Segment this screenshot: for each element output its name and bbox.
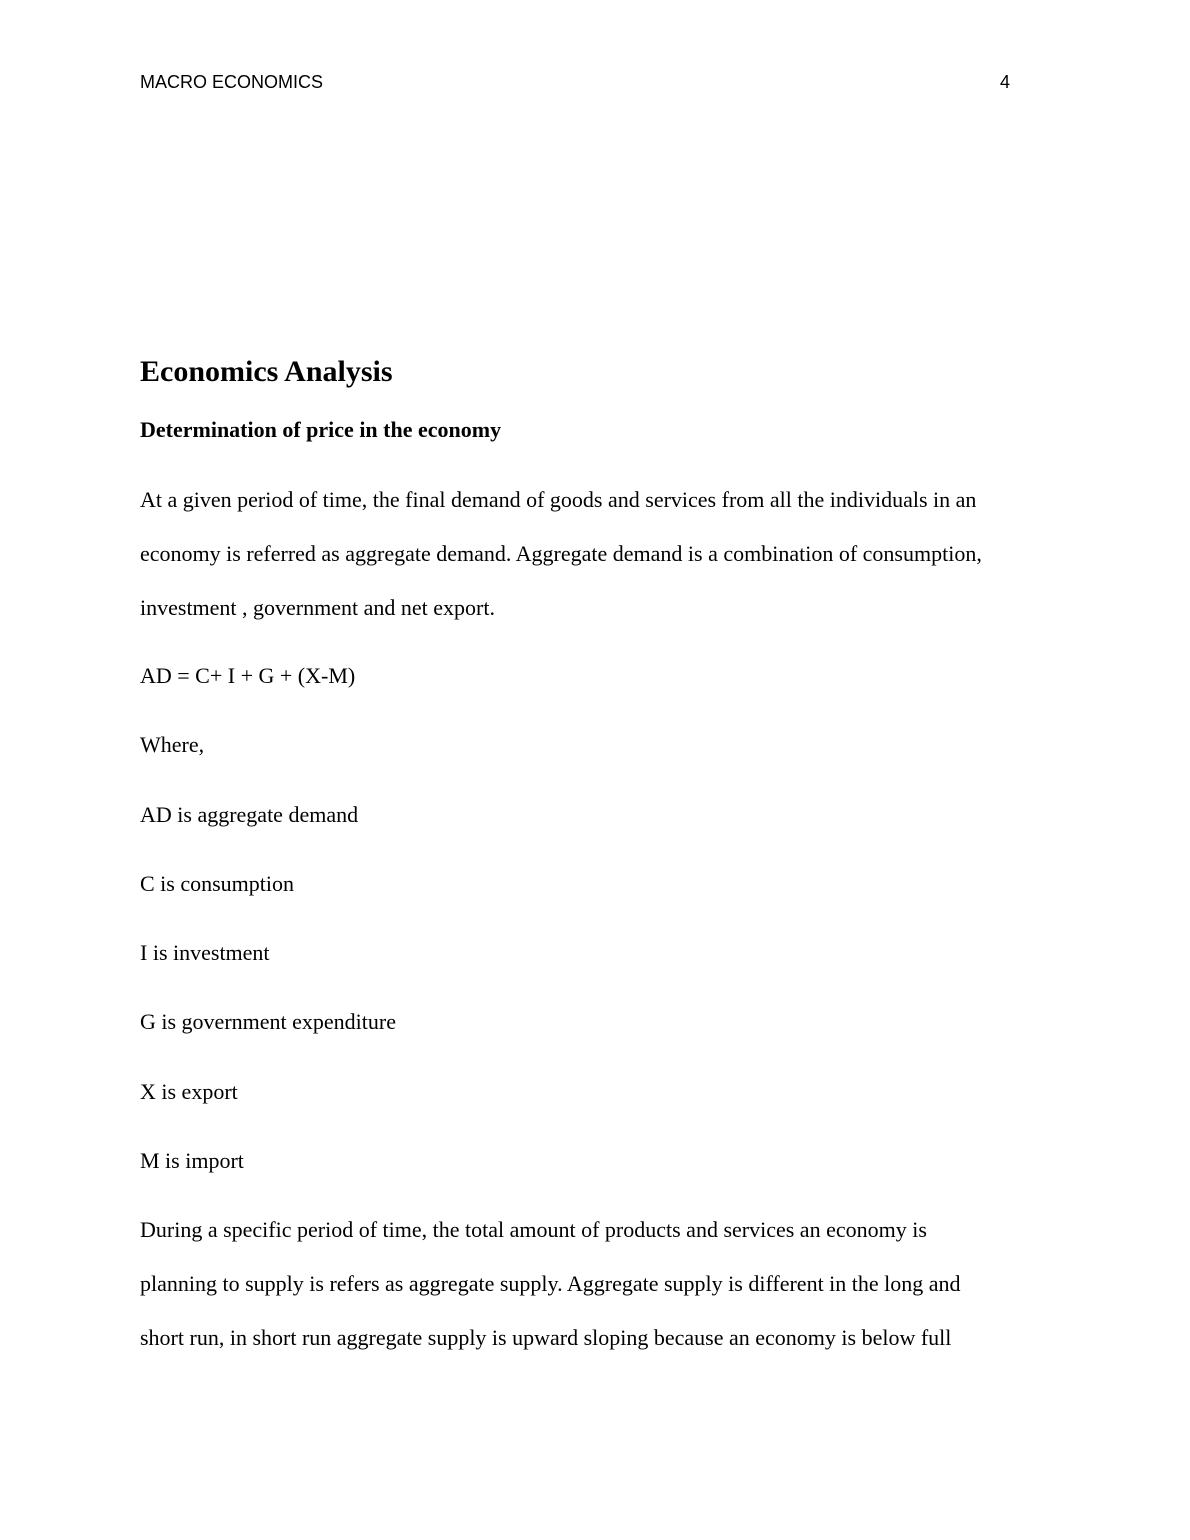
paragraph-line: During a specific period of time, the total amount of products and services an economy is [140, 1217, 927, 1242]
paragraph-line: investment , government and net export. [140, 595, 495, 620]
definition-item: C is consumption [140, 871, 295, 896]
page-number: 4 [999, 72, 1010, 92]
section-subheading: Determination of price in the economy [140, 417, 502, 442]
paragraph-line: planning to supply is refers as aggregate supply. Aggregate supply is different in the long and [140, 1271, 961, 1296]
definition-item: X is export [140, 1079, 238, 1104]
running-title: MACRO ECONOMICS [140, 72, 324, 92]
where-label: Where, [140, 732, 205, 757]
paragraph-line: At a given period of time, the final demand of goods and services from all the individuals in an [140, 487, 977, 512]
formula: AD = C+ I + G + (X-M) [140, 663, 356, 688]
paragraph-line: short run, in short run aggregate supply is upward sloping because an economy is below full [140, 1325, 952, 1350]
definition-item: AD is aggregate demand [140, 802, 359, 827]
definition-item: G is government expenditure [140, 1009, 396, 1034]
definition-item: M is import [140, 1148, 244, 1173]
definition-item: I is investment [140, 940, 270, 965]
section-heading: Economics Analysis [140, 355, 393, 388]
paragraph-line: economy is referred as aggregate demand. Aggregate demand is a combination of consumption, [140, 541, 982, 566]
running-header [140, 72, 1010, 96]
